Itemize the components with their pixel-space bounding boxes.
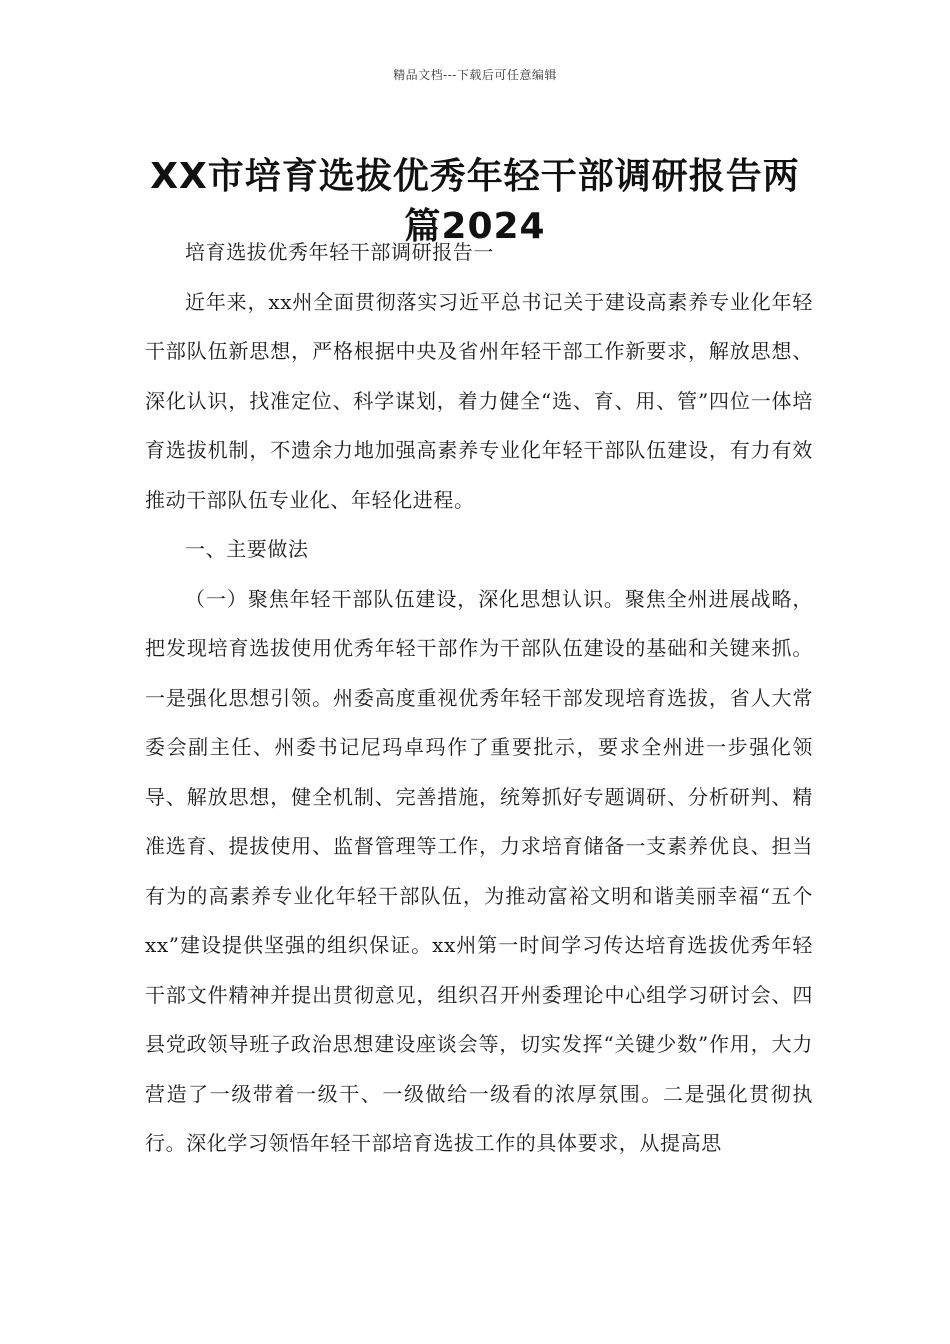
document-body: [145, 228, 813, 1169]
section-heading: 一、主要做法: [185, 537, 309, 561]
title-line-1: XX市培育选拔优秀年轻干部调研报告两: [150, 156, 800, 198]
body-paragraph: （一）聚焦年轻干部队伍建设，深化思想认识。聚焦全州进展战略，把发现培育选拔使用优秀年轻干部作为干部队伍建设的基础和关键来抓。一是强化思想引领。州委高度重视优秀年轻干部发现培育选拔，省人大常委会副主任、州委书记尼玛卓玛作了重要批示，要求全州进一步强化领导、解放思想，健全机制、完善措施，统筹抓好专题调研、分析研判、精准选育、提拔使用、监督管理等工作，力求培育储备一支素养优良、担当有为的高素养专业化年轻干部队伍，为推动富裕文明和谐美丽幸福“五个xx”建设提供坚强的组织保证。xx州第一时间学习传达培育选拔优秀年轻干部文件精神并提出贯彻意见，组织召开州委理论中心组学习研讨会、四县党政领导班子政治思想建设座谈会等，切实发挥“关键少数”作用，大力营造了一级带着一级干、一级做给一级看的浓厚氛围。二是强化贯彻执行。深化学习领悟年轻干部培育选拔工作的具体要求，从提高思: [145, 586, 813, 1155]
subtitle-paragraph: 培育选拔优秀年轻干部调研报告一: [185, 240, 494, 264]
title-line-2: 篇2024: [404, 206, 546, 248]
header-note: 精品文档---下载后可任意编辑: [393, 68, 557, 82]
intro-paragraph: 近年来，xx州全面贯彻落实习近平总书记关于建设高素养专业化年轻干部队伍新思想，严格根据中央及省州年轻干部工作新要求，解放思想、深化认识，找准定位、科学谋划，着力健全“选、育、用、管”四位一体培育选拔机制，不遗余力地加强高素养专业化年轻干部队伍建设，有力有效推动干部队伍专业化、年轻化进程。: [145, 289, 813, 512]
